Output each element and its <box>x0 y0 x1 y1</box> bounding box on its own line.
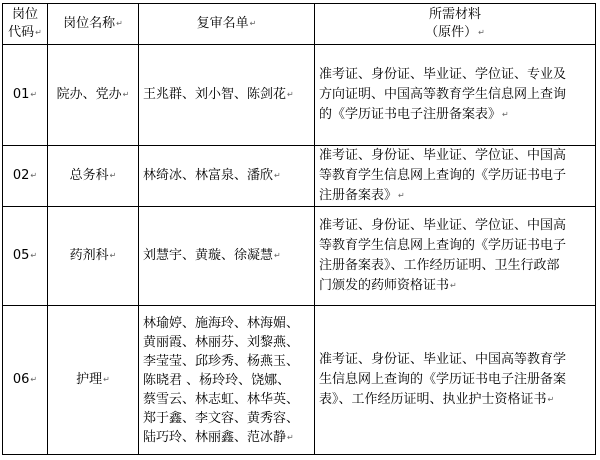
table-header-row <box>3 4 596 45</box>
table-row <box>3 45 596 146</box>
materials-line: 等教育学生信息网上查询的《学历证书电子 <box>319 168 567 183</box>
document-page <box>2 3 596 455</box>
list-item: 林绮冰、林富泉、潘欣↵ <box>143 168 281 183</box>
row-materials-cell <box>315 306 596 455</box>
header-list-text: 复审名单 <box>196 16 249 31</box>
row-name-cell: 院办、党办↵ <box>48 45 139 146</box>
materials-line: 生信息网上查询的《学历证书电子注册备案 <box>319 372 567 387</box>
list-item: 王兆群、刘小智、陈剑花↵ <box>143 87 294 102</box>
row-code-cell: 01↵ <box>3 45 48 146</box>
header-materials-cell <box>315 4 596 45</box>
materials-line: 等教育学生信息网上查询的《学历证书电子 <box>319 238 567 253</box>
row-code-cell: 05↵ <box>3 207 48 306</box>
row-materials-cell <box>315 146 596 207</box>
row-list-cell <box>139 146 315 207</box>
materials-line: 门颁发的药师资格证书↵ <box>319 278 457 293</box>
table-row <box>3 207 596 306</box>
row-list-cell <box>139 207 315 306</box>
row-name-cell: 总务科↵ <box>48 146 139 207</box>
table-row <box>3 146 596 207</box>
list-item: 郑于鑫、李文容、黄秀容、 <box>143 410 300 426</box>
list-item: 蔡雪云、林志虹、林华英、 <box>143 391 300 407</box>
list-item: 陆巧玲、林丽鑫、范冰静↵ <box>143 429 294 445</box>
materials-line: 的《学历证书电子注册备案表》↵ <box>319 107 509 122</box>
review-list-table <box>2 3 596 455</box>
list-item: 陈晓君 、杨玲玲、饶娜、 <box>143 372 291 388</box>
header-code-line1: 岗位 <box>11 7 38 22</box>
row-name-cell: 药剂科↵ <box>48 207 139 306</box>
header-materials-line2: （原件）↵ <box>425 25 485 40</box>
row-code-cell: 06↵ <box>3 306 48 455</box>
materials-line: 准考证、身份证、毕业证、学位证、中国高 <box>319 218 567 233</box>
materials-line: 准考证、身份证、毕业证、学位证、专业及 <box>319 67 567 82</box>
header-code-cell <box>3 4 48 45</box>
row-code-cell: 02↵ <box>3 146 48 207</box>
list-item: 李莹莹、邱珍秀、杨燕玉、 <box>143 353 300 369</box>
header-list-cell: 复审名单↵ <box>139 4 315 45</box>
list-item: 黄丽霞、林丽芬、刘黎燕、 <box>143 334 300 350</box>
row-materials-cell <box>315 45 596 146</box>
materials-line: 注册备案表》、工作经历证明、卫生行政部 <box>319 258 560 273</box>
table-row <box>3 306 596 455</box>
header-name-cell: 岗位名称↵ <box>48 4 139 45</box>
list-item: 林瑜婷、施海玲、林海媚、 <box>143 315 300 331</box>
list-item: 刘慧宇、黄璇、徐凝慧↵ <box>143 248 281 263</box>
materials-line: 准考证、身份证、毕业证、学位证、中国高 <box>319 148 567 163</box>
header-materials-line1: 所需材料 <box>428 7 481 22</box>
materials-line: 准考证、身份证、毕业证、中国高等教育学 <box>319 352 567 367</box>
row-list-cell <box>139 45 315 146</box>
row-materials-cell <box>315 207 596 306</box>
row-list-cell <box>139 306 315 455</box>
header-code-line2: 代码↵ <box>8 25 42 40</box>
materials-line: 表》、工作经历证明、执业护士资格证书↵ <box>319 392 555 407</box>
materials-line: 注册备案表》↵ <box>319 188 405 203</box>
row-name-cell: 护理↵ <box>48 306 139 455</box>
materials-line: 方向证明、中国高等教育学生信息网上查询 <box>319 87 567 102</box>
header-name-text: 岗位名称 <box>63 16 116 31</box>
